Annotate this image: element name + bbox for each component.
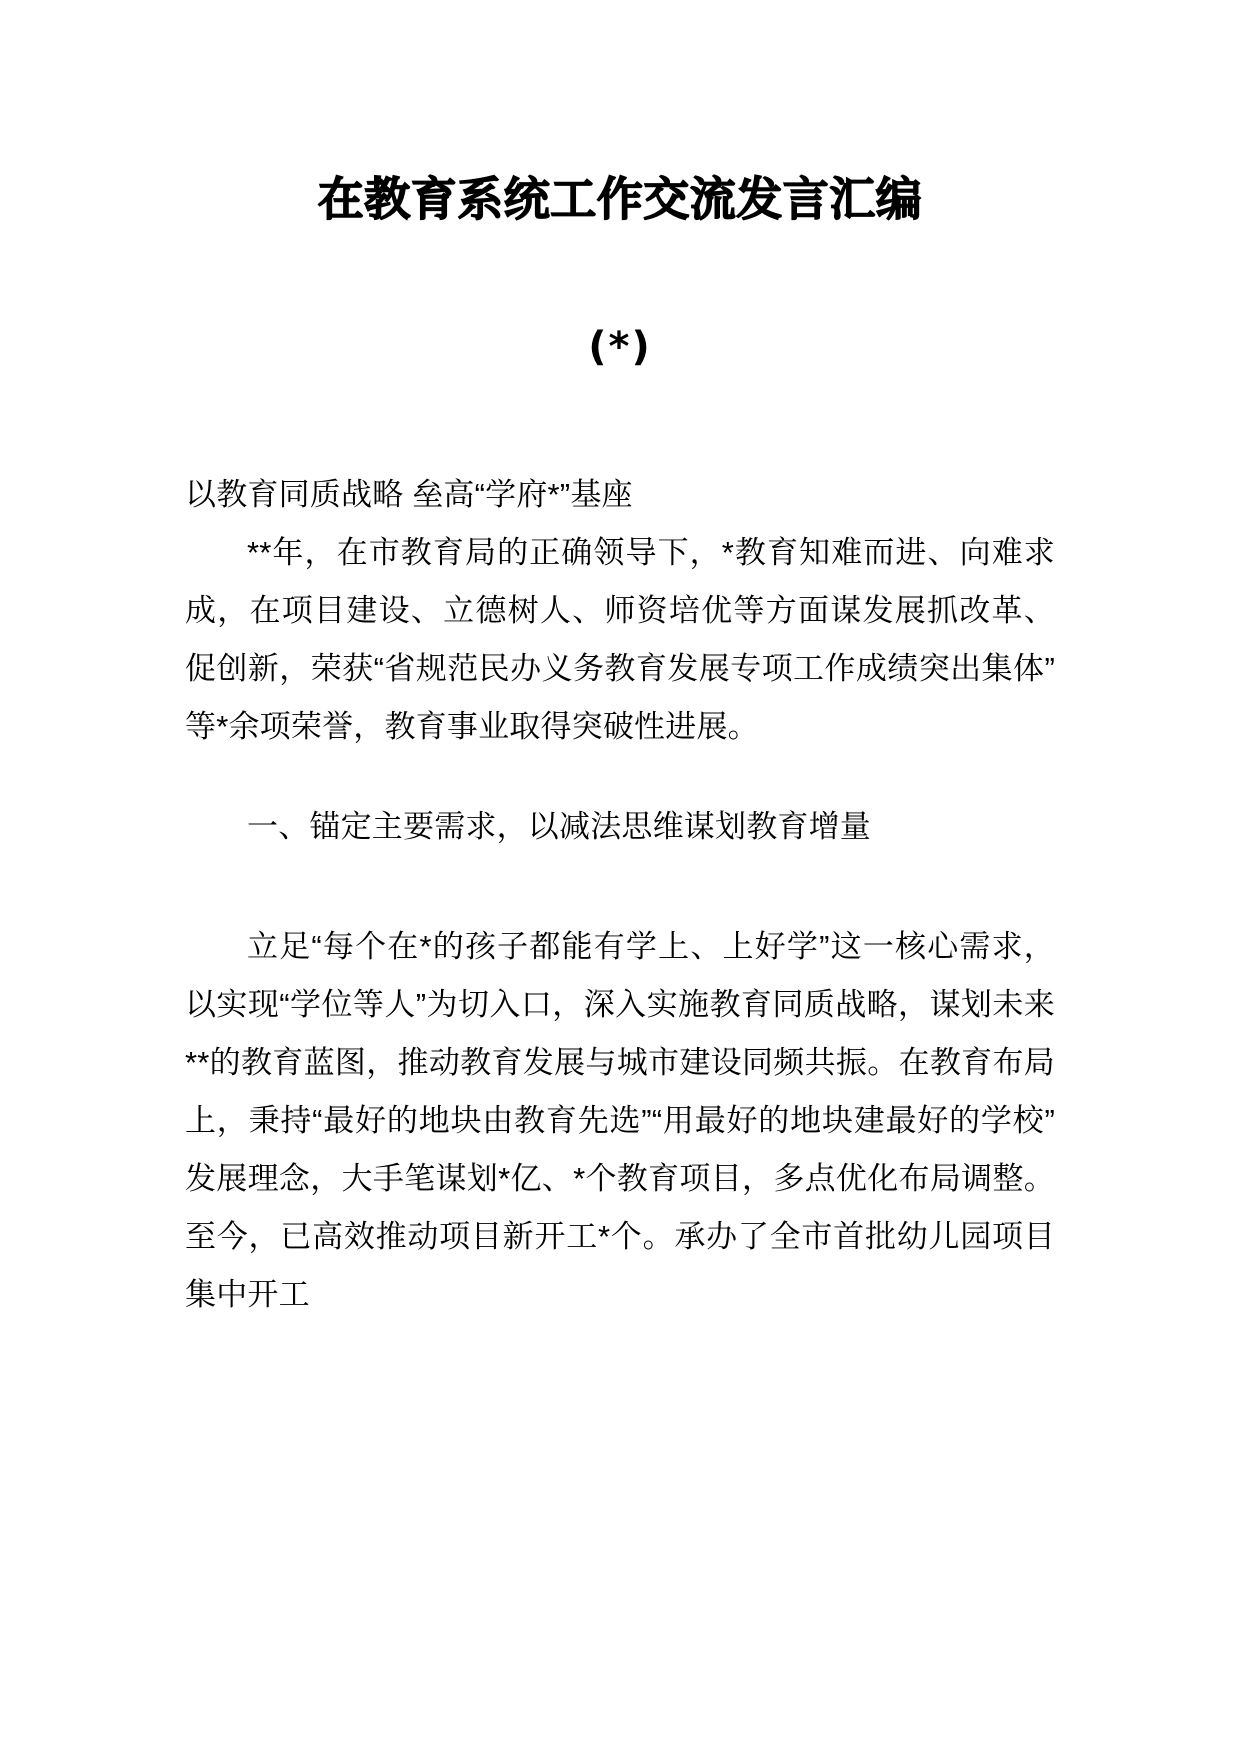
spacer <box>185 856 1055 918</box>
lead-line: 以教育同质战略 垒高“学府*”基座 <box>185 477 633 512</box>
document-body <box>185 466 1055 1324</box>
paragraph-intro: **年，在市教育局的正确领导下，*教育知难而进、向难求成，在项目建设、立德树人、师资培优等方面谋发展抓改革、促创新，荣获“省规范民办义务教育发展专项工作成绩突出集体”等*余项荣誉，教育事业取得突破性进展。 <box>185 535 1055 744</box>
section-heading-1: 一、锚定主要需求，以减法思维谋划教育增量 <box>247 809 871 844</box>
document-subtitle: (*) <box>588 324 652 370</box>
spacer <box>185 756 1055 798</box>
page-title: 在教育系统工作交流发言汇编 <box>317 172 923 226</box>
paragraph-section-1-body: 立足“每个在*的孩子都能有学上、上好学”这一核心需求，以实现“学位等人”为切入口，深入实施教育同质战略，谋划未来**的教育蓝图，推动教育发展与城市建设同频共振。在教育布局上，秉持“最好的地块由教育先选”“用最好的地块建最好的学校”发展理念，大手笔谋划*亿、*个教育项目，多点优化布局调整。至今，已高效推动项目新开工*个。承办了全市首批幼儿园项目集中开工 <box>185 929 1055 1312</box>
